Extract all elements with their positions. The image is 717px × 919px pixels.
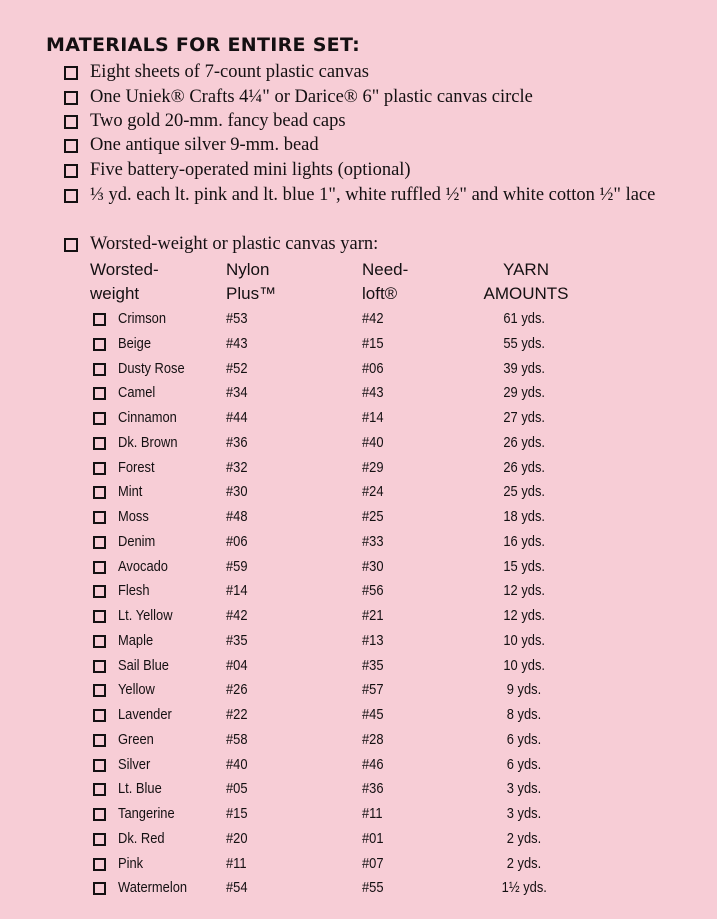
yarn-needloft-number: #42	[362, 310, 384, 327]
yarn-needloft-number: #07	[362, 854, 384, 872]
yarn-amount: 3 yds.	[506, 780, 542, 798]
yarn-amount: 6 yds.	[506, 730, 542, 748]
yarn-needloft-number: #33	[362, 532, 384, 550]
yarn-amount: 26 yds.	[503, 458, 545, 476]
yarn-row	[0, 308, 717, 332]
material-item: ⅓ yd. each lt. pink and lt. blue 1", white ruffled ½" and white cotton ½" lace	[64, 183, 660, 207]
yarn-row	[0, 432, 717, 456]
yarn-nylon-plus-number: #04	[226, 656, 248, 674]
yarn-amount: 10 yds.	[503, 631, 545, 649]
yarn-amount: 12 yds.	[503, 582, 545, 600]
checkbox-icon[interactable]	[93, 635, 106, 648]
yarn-amount: 3 yds.	[506, 805, 542, 822]
yarn-row	[0, 853, 717, 877]
material-item: Worsted-weight or plastic canvas yarn:	[64, 232, 660, 256]
checkbox-icon[interactable]	[93, 363, 106, 376]
yarn-nylon-plus-number: #43	[226, 334, 248, 352]
checkbox-icon[interactable]	[93, 387, 106, 400]
yarn-needloft-number: #30	[362, 557, 384, 575]
yarn-row	[0, 630, 717, 654]
yarn-color-name: Forest	[118, 458, 155, 476]
yarn-nylon-plus-number: #15	[226, 805, 248, 822]
yarn-row	[0, 704, 717, 728]
material-item: Two gold 20-mm. fancy bead caps	[64, 109, 660, 133]
yarn-needloft-number: #36	[362, 780, 384, 798]
yarn-needloft-number: #40	[362, 433, 384, 451]
yarn-needloft-number: #01	[362, 829, 384, 847]
yarn-color-name: Green	[118, 730, 154, 748]
yarn-row	[0, 877, 717, 901]
yarn-nylon-plus-number: #44	[226, 409, 248, 426]
yarn-amount: 27 yds.	[503, 409, 545, 426]
yarn-row	[0, 457, 717, 481]
yarn-needloft-number: #21	[362, 607, 384, 624]
yarn-needloft-number: #46	[362, 755, 384, 773]
yarn-needloft-number: #24	[362, 483, 384, 501]
checkbox-icon[interactable]	[64, 66, 78, 80]
checkbox-icon[interactable]	[93, 511, 106, 524]
yarn-amount: 10 yds.	[503, 656, 545, 674]
material-item: Eight sheets of 7-count plastic canvas	[64, 60, 660, 84]
yarn-amount: 6 yds.	[506, 755, 542, 773]
checkbox-icon[interactable]	[93, 536, 106, 549]
yarn-needloft-number: #06	[362, 359, 384, 377]
yarn-amount: 2 yds.	[506, 854, 542, 872]
checkbox-icon[interactable]	[64, 238, 78, 252]
yarn-amount: 16 yds.	[503, 532, 545, 550]
checkbox-icon[interactable]	[93, 660, 106, 673]
yarn-amount: 55 yds.	[503, 334, 545, 352]
yarn-nylon-plus-number: #30	[226, 483, 248, 501]
yarn-nylon-plus-number: #05	[226, 780, 248, 798]
yarn-needloft-number: #43	[362, 384, 384, 402]
yarn-color-name: Moss	[118, 508, 149, 525]
yarn-color-name: Beige	[118, 334, 152, 352]
column-header-worsted: Worsted-weight	[90, 260, 159, 303]
yarn-row	[0, 556, 717, 580]
yarn-color-name: Maple	[118, 631, 154, 649]
yarn-amount: 9 yds.	[506, 681, 542, 699]
material-item: One antique silver 9-mm. bead	[64, 133, 660, 157]
yarn-color-name: Mint	[118, 483, 143, 501]
yarn-row	[0, 481, 717, 505]
yarn-amount: 1½ yds.	[501, 879, 547, 897]
materials-heading: MATERIALS FOR ENTIRE SET:	[46, 34, 361, 56]
yarn-color-name: Silver	[118, 755, 151, 773]
yarn-nylon-plus-number: #59	[226, 557, 248, 575]
column-header-yarn-amounts: YARN AMOUNTS	[483, 260, 569, 303]
yarn-nylon-plus-number: #14	[226, 582, 248, 600]
checkbox-icon[interactable]	[93, 313, 106, 326]
yarn-row	[0, 531, 717, 555]
yarn-color-name: Crimson	[118, 310, 167, 327]
yarn-needloft-number: #57	[362, 681, 384, 699]
yarn-row	[0, 754, 717, 778]
yarn-row	[0, 679, 717, 703]
yarn-nylon-plus-number: #42	[226, 607, 248, 624]
checkbox-icon[interactable]	[93, 412, 106, 425]
yarn-nylon-plus-number: #06	[226, 532, 248, 550]
yarn-row	[0, 803, 717, 827]
checkbox-icon[interactable]	[93, 462, 106, 475]
yarn-nylon-plus-number: #48	[226, 508, 248, 525]
yarn-needloft-number: #11	[362, 805, 383, 822]
yarn-amount: 15 yds.	[503, 557, 545, 575]
yarn-color-name: Tangerine	[118, 805, 175, 822]
material-item: One Uniek® Crafts 4¼" or Darice® 6" plastic canvas circle	[64, 85, 660, 109]
checkbox-icon[interactable]	[64, 164, 78, 178]
yarn-nylon-plus-number: #32	[226, 458, 248, 476]
yarn-row	[0, 382, 717, 406]
yarn-amount: 39 yds.	[503, 359, 545, 377]
yarn-amount: 29 yds.	[503, 384, 545, 402]
yarn-amount: 8 yds.	[506, 706, 542, 723]
checkbox-icon[interactable]	[93, 808, 106, 821]
yarn-nylon-plus-number: #35	[226, 631, 248, 649]
yarn-needloft-number: #35	[362, 656, 384, 674]
yarn-nylon-plus-number: #52	[226, 359, 248, 377]
checkbox-icon[interactable]	[93, 734, 106, 747]
yarn-needloft-number: #13	[362, 631, 384, 649]
yarn-needloft-number: #55	[362, 879, 384, 897]
yarn-color-name: Yellow	[118, 681, 155, 699]
checkbox-icon[interactable]	[93, 610, 106, 623]
checkbox-icon[interactable]	[93, 882, 106, 895]
yarn-row	[0, 729, 717, 753]
checkbox-icon[interactable]	[93, 561, 106, 574]
yarn-amount: 12 yds.	[503, 607, 545, 624]
checkbox-icon[interactable]	[93, 486, 106, 499]
checkbox-icon[interactable]	[93, 783, 106, 796]
yarn-color-name: Dk. Red	[118, 829, 165, 847]
column-header-needloft: Need-loft®	[362, 260, 409, 303]
checkbox-icon[interactable]	[93, 833, 106, 846]
yarn-amount: 18 yds.	[503, 508, 545, 525]
yarn-color-name: Camel	[118, 384, 156, 402]
yarn-row	[0, 407, 717, 431]
yarn-needloft-number: #29	[362, 458, 384, 476]
checkbox-icon[interactable]	[64, 91, 78, 105]
yarn-color-name: Dusty Rose	[118, 359, 185, 377]
checkbox-icon[interactable]	[93, 585, 106, 598]
checkbox-icon[interactable]	[93, 858, 106, 871]
checkbox-icon[interactable]	[64, 115, 78, 129]
yarn-color-name: Pink	[118, 854, 144, 872]
yarn-amount: 25 yds.	[503, 483, 545, 501]
yarn-color-name: Flesh	[118, 582, 150, 600]
yarn-color-name: Lavender	[118, 706, 172, 723]
checkbox-icon[interactable]	[93, 684, 106, 697]
yarn-color-name: Lt. Blue	[118, 780, 162, 798]
yarn-nylon-plus-number: #20	[226, 829, 248, 847]
checkbox-icon[interactable]	[93, 338, 106, 351]
yarn-nylon-plus-number: #11	[226, 854, 247, 872]
yarn-row	[0, 828, 717, 852]
yarn-row	[0, 580, 717, 604]
yarn-color-name: Watermelon	[118, 879, 188, 897]
yarn-color-name: Avocado	[118, 557, 168, 575]
yarn-row	[0, 778, 717, 802]
yarn-row	[0, 605, 717, 629]
yarn-nylon-plus-number: #36	[226, 433, 248, 451]
yarn-amount: 2 yds.	[506, 829, 542, 847]
yarn-row	[0, 655, 717, 679]
yarn-needloft-number: #14	[362, 409, 384, 426]
yarn-needloft-number: #25	[362, 508, 384, 525]
yarn-color-name: Sail Blue	[118, 656, 169, 674]
yarn-color-name: Cinnamon	[118, 409, 177, 426]
material-item: Five battery-operated mini lights (optional)	[64, 158, 660, 182]
yarn-color-name: Lt. Yellow	[118, 607, 173, 624]
yarn-needloft-number: #56	[362, 582, 384, 600]
yarn-nylon-plus-number: #26	[226, 681, 248, 699]
yarn-nylon-plus-number: #58	[226, 730, 248, 748]
yarn-nylon-plus-number: #53	[226, 310, 248, 327]
checkbox-icon[interactable]	[93, 709, 106, 722]
yarn-row	[0, 333, 717, 357]
checkbox-icon[interactable]	[93, 759, 106, 772]
yarn-nylon-plus-number: #34	[226, 384, 248, 402]
checkbox-icon[interactable]	[93, 437, 106, 450]
yarn-row	[0, 506, 717, 530]
checkbox-icon[interactable]	[64, 139, 78, 153]
checkbox-icon[interactable]	[64, 189, 78, 203]
yarn-color-name: Dk. Brown	[118, 433, 178, 451]
yarn-nylon-plus-number: #54	[226, 879, 248, 897]
column-header-nylon-plus: Nylon Plus™	[226, 260, 277, 303]
yarn-needloft-number: #15	[362, 334, 384, 352]
yarn-nylon-plus-number: #40	[226, 755, 248, 773]
yarn-amount: 26 yds.	[503, 433, 545, 451]
yarn-amount: 61 yds.	[503, 310, 545, 327]
yarn-nylon-plus-number: #22	[226, 706, 248, 723]
yarn-color-name: Denim	[118, 532, 156, 550]
yarn-needloft-number: #28	[362, 730, 384, 748]
yarn-needloft-number: #45	[362, 706, 384, 723]
yarn-row	[0, 358, 717, 382]
